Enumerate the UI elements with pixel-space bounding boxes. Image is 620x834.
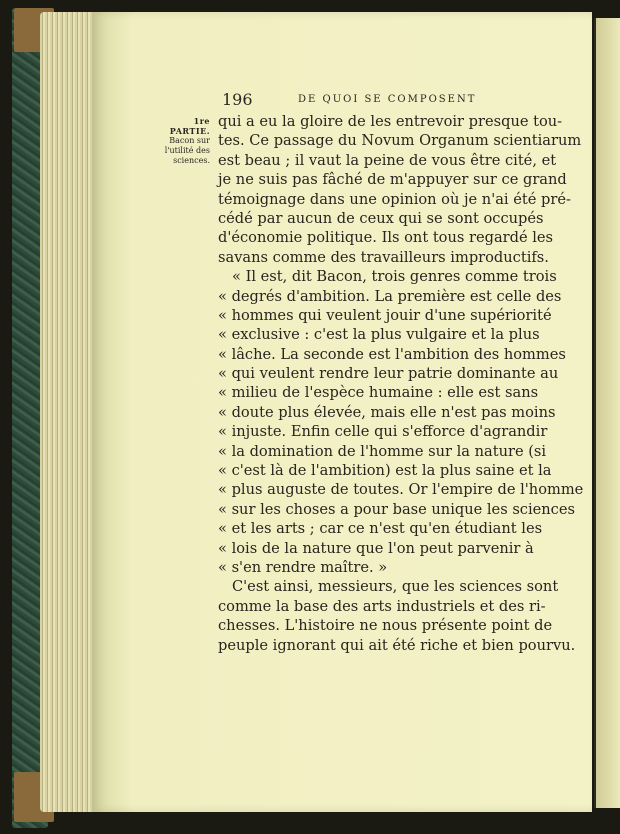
- text-line: tes. Ce passage du Novum Organum scientiarum: [218, 132, 582, 150]
- margin-note-line: sciences.: [173, 156, 210, 165]
- text-line: d'économie politique. Ils ont tous regardé les: [218, 229, 554, 247]
- text-line: « degrés d'ambition. La première est celle des: [218, 287, 562, 305]
- paragraph: [218, 577, 576, 655]
- text-line: C'est ainsi, messieurs, que les sciences sont: [232, 578, 559, 596]
- text-line: « lois de la nature que l'on peut parvenir à: [218, 539, 534, 557]
- margin-note-line: Bacon sur: [169, 136, 210, 145]
- text-line: comme la base des arts industriels et des ri-: [218, 597, 546, 615]
- text-line: « plus auguste de toutes. Or l'empire de l'homme: [218, 481, 584, 499]
- text-line: qui a eu la gloire de les entrevoir presque tou-: [218, 113, 563, 130]
- text-line: « s'en rendre maître. »: [218, 558, 388, 576]
- text-line: « la domination de l'homme sur la nature (si: [218, 442, 547, 460]
- text-line: chesses. L'histoire ne nous présente point de: [218, 617, 553, 635]
- margin-note: [160, 116, 210, 166]
- margin-note-line: l'utilité des: [164, 146, 210, 155]
- text-line: cédé par aucun de ceux qui se sont occupés: [218, 209, 544, 227]
- text-line: « lâche. La seconde est l'ambition des hommes: [218, 345, 566, 363]
- text-line: « doute plus élevée, mais elle n'est pas moins: [218, 403, 556, 421]
- page-edges: [40, 12, 100, 812]
- facing-page-edge: [594, 18, 620, 808]
- text-line: est beau ; il vaut la peine de vous être cité, et: [218, 151, 557, 169]
- page-number: 196: [222, 90, 253, 109]
- paragraph: [218, 112, 582, 267]
- text-line: « hommes qui veulent jouir d'une supériorité: [218, 306, 552, 324]
- text-line: « exclusive : c'est la plus vulgaire et la plus: [218, 326, 540, 344]
- running-title: DE QUOI SE COMPOSENT: [298, 94, 477, 105]
- text-line: « qui veulent rendre leur patrie dominante au: [218, 365, 559, 383]
- text-line: « injuste. Enfin celle qui s'efforce d'agrandir: [218, 423, 548, 441]
- text-line: « et les arts ; car ce n'est qu'en étudiant les: [218, 520, 543, 538]
- paragraph: [218, 267, 584, 577]
- text-line: témoignage dans une opinion où je n'ai été pré-: [218, 190, 571, 208]
- body-text: [218, 112, 584, 655]
- text-line: peuple ignorant qui ait été riche et bien pourvu.: [218, 636, 576, 654]
- text-line: savans comme des travailleurs improductifs.: [218, 248, 549, 266]
- text-line: « Il est, dit Bacon, trois genres comme trois: [232, 268, 557, 286]
- margin-note-part: 1re PARTIE.: [169, 116, 210, 136]
- page-header: [218, 90, 530, 110]
- text-line: « c'est là de l'ambition) est la plus saine et la: [218, 462, 552, 480]
- text-line: « milieu de l'espèce humaine : elle est sans: [218, 384, 539, 402]
- text-line: je ne suis pas fâché de m'appuyer sur ce grand: [218, 171, 567, 189]
- text-line: « sur les choses a pour base unique les sciences: [218, 500, 575, 518]
